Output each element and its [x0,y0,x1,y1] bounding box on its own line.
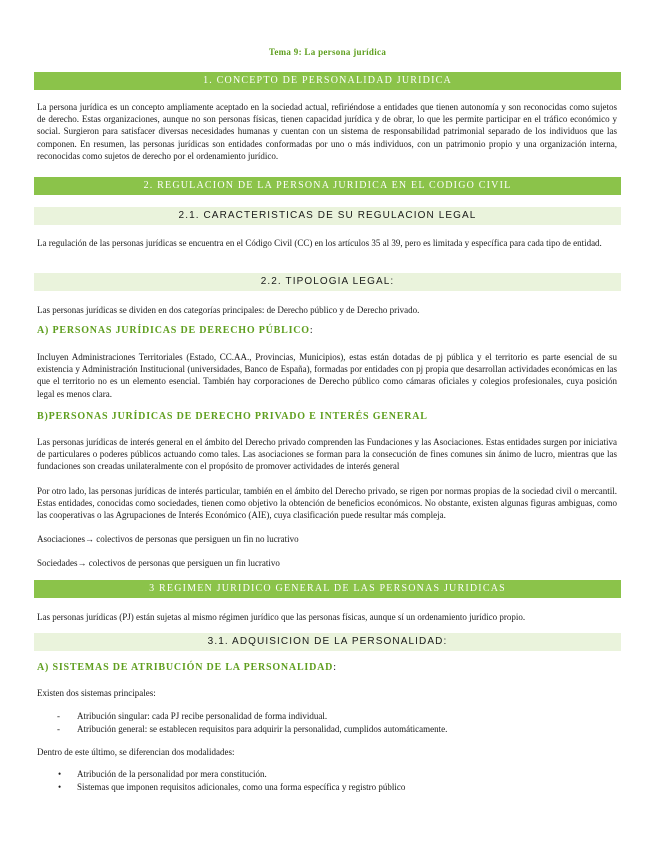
section-heading-3: 3 REGIMEN JURIDICO GENERAL DE LAS PERSONAS JURIDICAS [34,580,621,598]
subsection-heading-3-1: 3.1. ADQUISICION DE LA PERSONALIDAD: [34,633,621,651]
subsection-2-1-paragraph: La regulación de las personas jurídicas se encuentra en el Código Civil (CC) en los artículos 35 al 39, pero es limitada y específica para cada tipo de entidad. [37,238,602,248]
section-heading-1: 1. CONCEPTO DE PERSONALIDAD JURIDICA [34,72,621,90]
subsection-heading-2-2: 2.2. TIPOLOGIA LEGAL: [34,273,621,291]
section-heading-2: 2. REGULACION DE LA PERSONA JURIDICA EN EL CODIGO CIVIL [34,177,621,195]
heading-attribution-systems-colon: : [333,662,337,673]
list-item: Sistemas que imponen requisitos adicionales, como una forma específica y registro público [77,782,406,792]
section-1-paragraph: La persona jurídica es un concepto ampliamente aceptado en la sociedad actual, refiriéndose a entidades que tienen autonomía y son reconocidas como sujetos de derecho. Estas organizaciones, aunque no son personas físicas, tienen capacidad jurídica y de obrar, lo que les permite participar en el tráfico económico y social. Surgieron para satisfacer diversas necesidades humanas y cuentan con un sistema de responsabilidad patrimonial separado de los individuos que las componen. En resumen, las personas jurídicas son entidades conformadas por uno o más individuos, con un patrimonio propio y una organización interna, reconocidas como sujetos de derecho por el ordenamiento jurídico. [37,102,617,161]
list-item: Atribución general: se establecen requisitos para adquirir la personalidad, cumplidos automáticamente. [77,724,448,734]
heading-private-law-entities: B)PERSONAS JURÍDICAS DE DERECHO PRIVADO E INTERÉS GENERAL [37,411,428,422]
heading-attribution-systems-text: A) SISTEMAS DE ATRIBUCIÓN DE LA PERSONALIDAD [37,662,334,673]
dash-marker: - [57,724,60,734]
heading-public-law-entities [37,325,617,336]
bullet-marker: • [58,782,62,792]
list-item: Atribución de la personalidad por mera constitución. [77,769,267,779]
private-law-paragraph-1: Las personas jurídicas de interés general en el ámbito del Derecho privado comprenden las Fundaciones y las Asociaciones. Estas entidades surgen por iniciativa de particulares o poderes públicos actuando como tales. Las asociaciones se forman para la consecución de fines comunes sin ánimo de lucro, mientras que las fundaciones son creadas unilateralmente con el propósito de promover actividades de interés general [37,437,617,472]
societies-definition: Sociedades→ colectivos de personas que persiguen un fin lucrativo [37,558,280,568]
subsection-heading-2-1: 2.1. CARACTERISTICAS DE SU REGULACION LEGAL [34,207,621,225]
attribution-intro: Existen dos sistemas principales: [37,688,156,698]
heading-public-law-entities-text: A) PERSONAS JURÍDICAS DE DERECHO PÚBLICO [37,325,310,336]
heading-attribution-systems [37,662,617,673]
attribution-intro-2: Dentro de este último, se diferencian dos modalidades: [37,747,235,757]
private-law-paragraph-2: Por otro lado, las personas jurídicas de interés particular, también en el ámbito del Derecho privado, se rigen por normas propias de la sociedad civil o mercantil. Estas entidades, conocidas como sociedades, tienen como objetivo la obtención de beneficios económicos. No obstante, existen algunas figuras ambiguas, como las cooperativas o las Agrupaciones de Interés Económico (AIE), cuya clasificación puede resultar más compleja. [37,486,617,521]
bullet-marker: • [58,769,62,779]
heading-public-law-entities-colon: : [309,325,314,336]
section-3-paragraph: Las personas jurídicas (PJ) están sujetas al mismo régimen jurídico que las personas físicas, aunque sí un ordenamiento jurídico propio. [37,612,526,622]
list-item: Atribución singular: cada PJ recibe personalidad de forma individual. [77,711,328,721]
public-law-paragraph: Incluyen Administraciones Territoriales (Estado, CC.AA., Provincias, Municipios), estas están dotadas de pj pública y el territorio es parte esencial de su existencia y Administración Institucional (universidades, Banco de España), formadas por entidades con pj propia que desarrollan actividades económicas en las que el territorio no es un elemento esencial. También hay corporaciones de Derecho público como cámaras oficiales y colegios profesionales, cuya posición legal es menos clara. [37,352,617,399]
document-title: Tema 9: La persona jurídica [268,47,387,57]
associations-definition: Asociaciones→ colectivos de personas que persiguen un fin no lucrativo [37,534,299,544]
subsection-2-2-paragraph: Las personas jurídicas se dividen en dos categorías principales: de Derecho público y de Derecho privado. [37,305,420,315]
dash-marker: - [57,711,60,721]
